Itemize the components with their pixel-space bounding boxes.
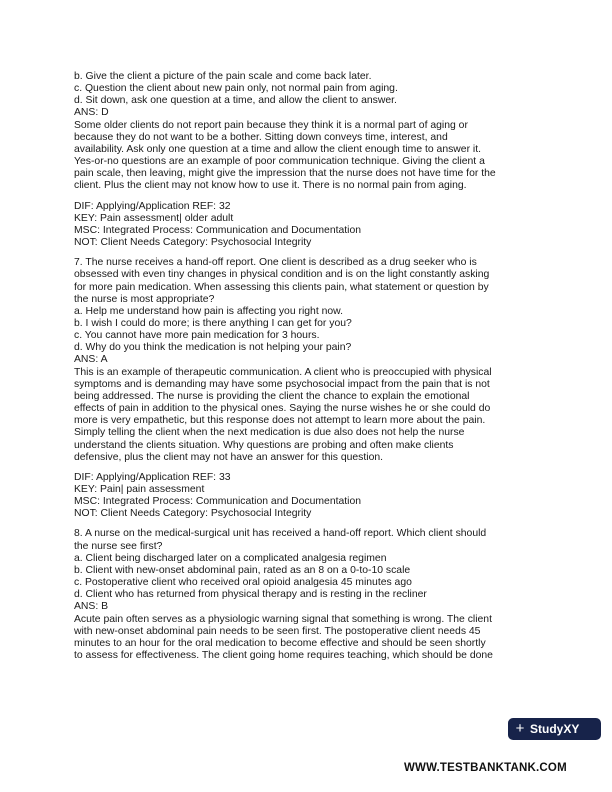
q8-stem-line: 8. A nurse on the medical-surgical unit has received a hand-off report. Which client should	[74, 528, 487, 540]
q6-rationale-line: availability. Ask only one question at a time and allow the client enough time to answer it.	[74, 143, 482, 155]
q8-rationale-line: minutes to an hour for the oral medication to become effective and should be seen shortly	[74, 637, 486, 649]
q7-option-d: d. Why do you think the medication is not helping your pain?	[74, 342, 352, 354]
q7-rationale-line: effects of pain in addition to the physical ones. Saying the nurse wishes he or she could do	[74, 403, 491, 415]
q7-dif: DIF: Applying/Application REF: 33	[74, 471, 231, 483]
q7-answer: ANS: A	[74, 354, 108, 366]
q6-rationale-line: because they do not want to be a bother. Sitting down conveys time, interest, and	[74, 131, 448, 143]
q8-rationale-line: Acute pain often serves as a physiologic warning signal that something is wrong. The client	[74, 613, 492, 625]
q6-rationale-line: client. Plus the client may not know how to use it. There is no normal pain from aging.	[74, 180, 467, 192]
q7-rationale-line: being addressed. The nurse is providing the client the chance to explain the emotional	[74, 390, 470, 402]
q8-answer: ANS: B	[74, 601, 109, 613]
studyxy-brand-xy: XY	[563, 722, 580, 736]
q6-answer: ANS: D	[74, 107, 109, 119]
q6-rationale-line: Yes-or-no questions are an example of poor communication technique. Giving the client a	[74, 156, 485, 168]
q8-option-d: d. Client who has returned from physical therapy and is resting in the recliner	[74, 589, 427, 601]
q6-dif: DIF: Applying/Application REF: 32	[74, 200, 231, 212]
q7-option-a: a. Help me understand how pain is affecting you right now.	[74, 305, 343, 317]
q7-rationale-line: more is very empathetic, but this response does not attempt to learn more about the pain.	[74, 415, 486, 427]
studyxy-badge[interactable]	[508, 718, 601, 740]
q7-stem-line: obsessed with even tiny changes in physical condition and is on the light constantly asking	[74, 269, 490, 281]
q7-rationale-line: Simply telling the client when the next medication is due also does not help the nurse	[74, 427, 465, 439]
q8-option-b: b. Client with new-onset abdominal pain, rated as an 8 on a 0-to-10 scale	[74, 564, 411, 576]
q6-not: NOT: Client Needs Category: Psychosocial Integrity	[74, 237, 312, 249]
q7-stem-line: 7. The nurse receives a hand-off report. One client is described as a drug seeker who is	[74, 257, 477, 269]
q7-rationale-line: symptoms and is demanding may have some psychosocial impact from the pain that is not	[74, 378, 490, 390]
q7-not: NOT: Client Needs Category: Psychosocial Integrity	[74, 508, 312, 520]
q6-rationale-line: Some older clients do not report pain because they think it is a normal part of aging or	[74, 119, 468, 131]
footer-url[interactable]: WWW.TESTBANKTANK.COM	[404, 762, 567, 774]
q6-rationale-line: pain scale, then leaving, might give the impression that the nurse does not have time for the	[74, 168, 496, 180]
q7-msc: MSC: Integrated Process: Communication and Documentation	[74, 496, 362, 508]
q7-rationale-line: understand the clients situation. Why questions are probing and often make clients	[74, 439, 454, 451]
q8-option-a: a. Client being discharged later on a complicated analgesia regimen	[74, 552, 387, 564]
q8-stem-line: the nurse see first?	[74, 540, 163, 552]
q7-rationale-line: This is an example of therapeutic communication. A client who is preoccupied with physical	[74, 366, 492, 378]
q7-stem-line: for more pain medication. When assessing this clients pain, what statement or question by	[74, 281, 489, 293]
q6-msc: MSC: Integrated Process: Communication and Documentation	[74, 224, 362, 236]
q7-option-b: b. I wish I could do more; is there anything I can get for you?	[74, 317, 352, 329]
studyxy-brand-study: Study	[530, 722, 564, 736]
q7-rationale-line: defensive, plus the client may not have an answer for this question.	[74, 451, 384, 463]
q8-rationale-line: to assess for effectiveness. The client going home requires teaching, which should be done	[74, 650, 493, 662]
q6-key: KEY: Pain assessment| older adult	[74, 212, 234, 224]
q8-option-c: c. Postoperative client who received oral opioid analgesia 45 minutes ago	[74, 577, 412, 589]
q6-option-d: d. Sit down, ask one question at a time, and allow the client to answer.	[74, 95, 397, 107]
q7-key: KEY: Pain| pain assessment	[74, 484, 205, 495]
q7-stem-line: the nurse is most appropriate?	[74, 293, 215, 305]
q6-option-b: b. Give the client a picture of the pain scale and come back later.	[74, 71, 372, 82]
document-body	[74, 71, 540, 662]
plus-icon: +	[515, 720, 525, 737]
q7-option-c: c. You cannot have more pain medication for 3 hours.	[74, 330, 320, 342]
q6-option-c: c. Question the client about new pain only, not normal pain from aging.	[74, 83, 398, 95]
q8-rationale-line: with new-onset abdominal pain needs to be seen first. The postoperative client needs 45	[74, 625, 481, 637]
